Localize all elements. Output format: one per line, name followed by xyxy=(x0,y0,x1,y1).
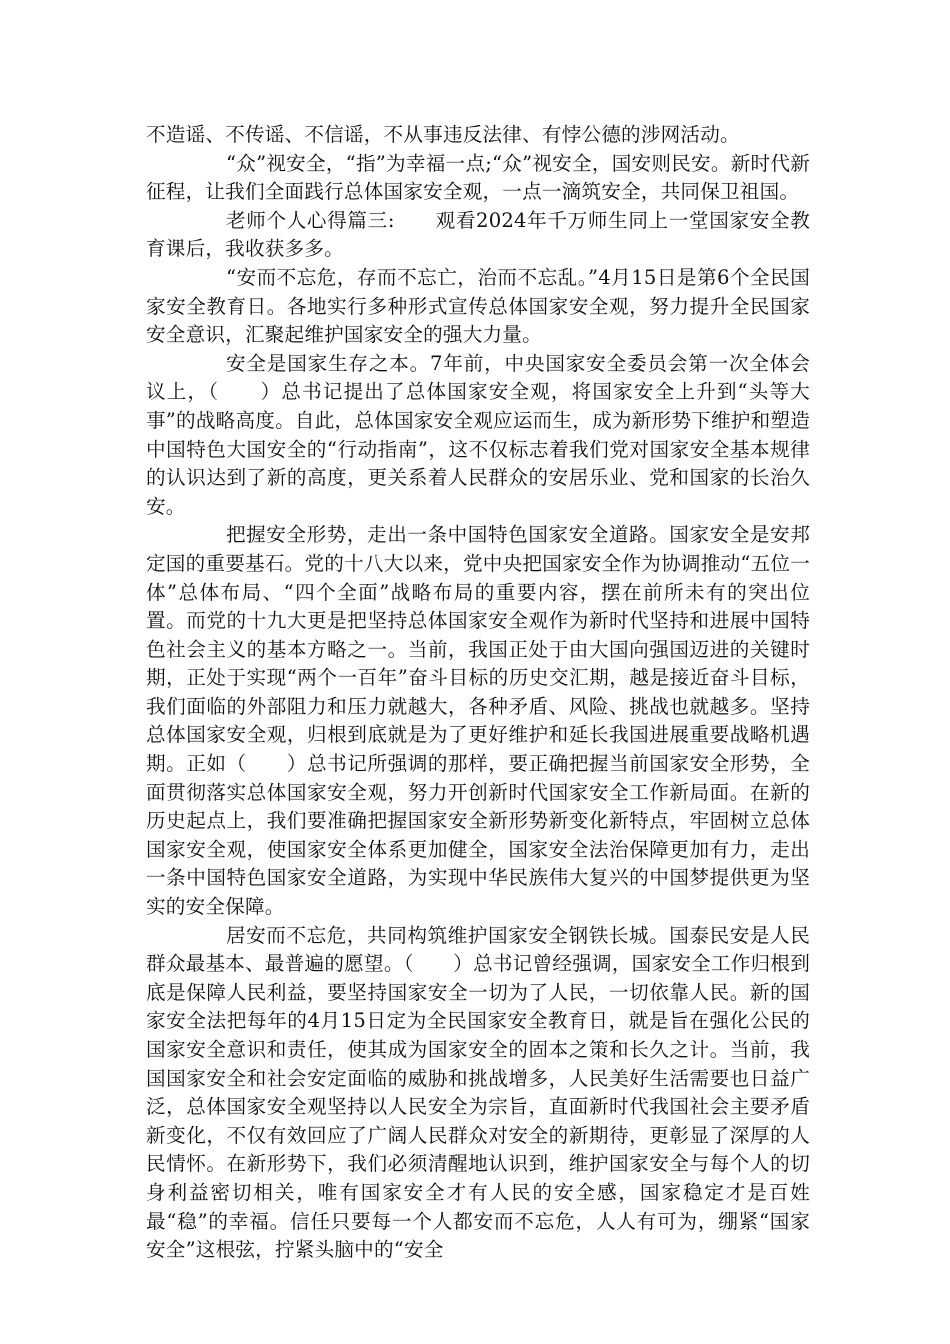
document-body xyxy=(146,121,810,1265)
paragraph-4: “安而不忘危，存而不忘亡，治而不忘乱。”4月15日是第6个全民国家安全教育日。各地实行多种形式宣传总体国家安全观，努力提升全民国家安全意识，汇聚起维护国家安全的强大力量。 xyxy=(146,265,810,347)
paragraph-6: 把握安全形势，走出一条中国特色国家安全道路。国家安全是安邦定国的重要基石。党的十八大以来，党中央把国家安全作为协调推动“五位一体”总体布局、“四个全面”战略布局的重要内容，摆在前所未有的突出位置。而党的十九大更是把坚持总体国家安全观作为新时代坚持和进展中国特色社会主义的基本方略之一。当前，我国正处于由大国向强国迈进的关键时期，正处于实现“两个一百年”奋斗目标的历史交汇期，越是接近奋斗目标，我们面临的外部阻力和压力就越大，各种矛盾、风险、挑战也就越多。坚持总体国家安全观，归根到底就是为了更好维护和延长我国进展重要战略机遇期。正如（ ）总书记所强调的那样，要正确把握当前国家安全形势，全面贯彻落实总体国家安全观，努力开创新时代国家安全工作新局面。在新的历史起点上，我们要准确把握国家安全新形势新变化新特点，牢固树立总体国家安全观，使国家安全体系更加健全，国家安全法治保障更加有力，走出一条中国特色国家安全道路，为实现中华民族伟大复兴的中国梦提供更为坚实的安全保障。 xyxy=(146,523,810,919)
paragraph-1: 不造谣、不传谣、不信谣，不从事违反法律、有悖公德的涉网活动。 xyxy=(146,123,740,146)
paragraph-7: 居安而不忘危，共同构筑维护国家安全钢铁长城。国泰民安是人民群众最基本、最普遍的愿望。（ ）总书记曾经强调，国家安全工作归根到底是保障人民利益，要坚持国家安全一切为了人民，一切依靠人民。新的国家安全法把每年的4月15日定为全民国家安全教育日，就是旨在强化公民的国家安全意识和责任，使其成为国家安全的固本之策和长久之计。当前，我国国家安全和社会安定面临的威胁和挑战增多，人民美好生活需要也日益广泛，总体国家安全观坚持以人民安全为宗旨，直面新时代我国社会主要矛盾新变化，不仅有效回应了广阔人民群众对安全的新期待，更彰显了深厚的人民情怀。在新形势下，我们必须清醒地认识到，维护国家安全与每个人的切身利益密切相关，唯有国家安全才有人民的安全感，国家稳定才是百姓最“稳”的幸福。信任只要每一个人都安而不忘危，人人有可为，绷紧“国家安全”这根弦，拧紧头脑中的“安全 xyxy=(146,923,810,1262)
paragraph-2: “众”视安全，“指”为幸福一点;“众”视安全，国安则民安。新时代新征程，让我们全面践行总体国家安全观，一点一滴筑安全，共同保卫祖国。 xyxy=(146,151,810,204)
paragraph-5: 安全是国家生存之本。7年前，中央国家安全委员会第一次全体会议上，（ ）总书记提出了总体国家安全观，将国家安全上升到“头等大事”的战略高度。自此，总体国家安全观应运而生，成为新形势下维护和塑造中国特色大国安全的“行动指南”，这不仅标志着我们党对国家安全基本规律的认识达到了新的高度，更关系着人民群众的安居乐业、党和国家的长治久安。 xyxy=(146,351,810,518)
paragraph-3-heading: 老师个人心得篇三: 观看2024年千万师生同上一堂国家安全教育课后，我收获多多。 xyxy=(146,208,810,261)
